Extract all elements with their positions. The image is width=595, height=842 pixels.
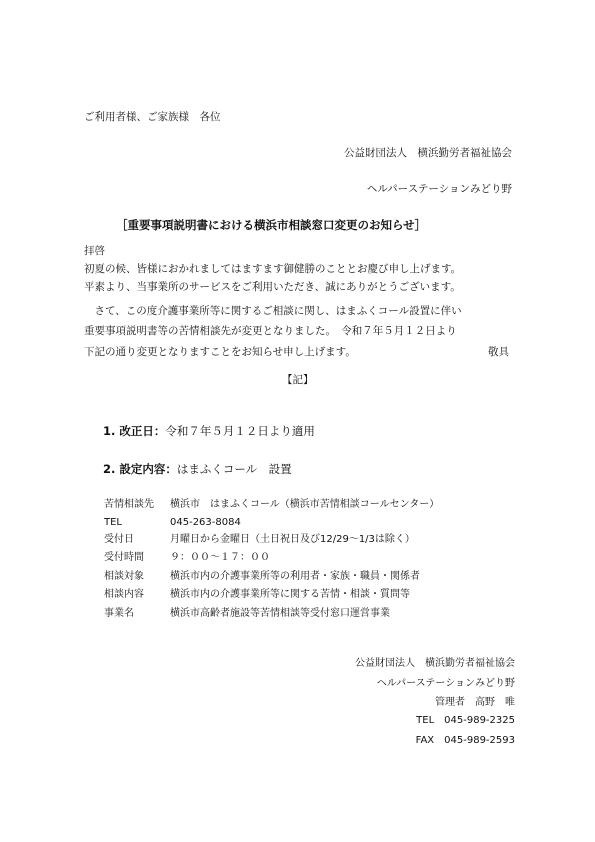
detail-desc: 横浜市内の介護事業所等に関する苦情・相談・質問等 — [170, 589, 410, 600]
item-value: はまふくコール 設置 — [176, 462, 292, 476]
item-label: 2. 設定内容： — [103, 462, 177, 476]
detail-desc: 横浜市高齢者施設等苦情相談等受付窓口運営事業 — [170, 608, 390, 619]
detail-term: 相談対象 — [104, 571, 144, 582]
footer-station: ヘルパーステーションみどり野 — [376, 678, 515, 689]
salutation: 拝啓 — [84, 245, 105, 257]
detail-desc: 横浜市内の介護事業所等の利用者・家族・職員・関係者 — [170, 571, 420, 582]
addressee: ご利用者様、ご家族様 各位 — [84, 111, 221, 123]
detail-term: 受付時間 — [104, 552, 144, 563]
detail-row — [104, 535, 415, 545]
detail-row — [104, 500, 439, 510]
detail-term: TEL — [104, 517, 122, 528]
item-value: 令和７年５月１２日より適用 — [165, 424, 315, 438]
detail-desc: 月曜日から金曜日（土日祝日及び12/29～1/3は除く） — [170, 534, 415, 545]
sender-org: 公益財団法人 横浜勤労者福祉協会 — [344, 147, 512, 159]
detail-term: 苦情相談先 — [104, 499, 154, 510]
detail-desc: ９：００～１７：００ — [170, 552, 270, 563]
detail-desc: 横浜市 はまふくコール（横浜市苦情相談コールセンター） — [170, 499, 440, 510]
footer-fax: FAX 045-989-2593 — [415, 735, 515, 746]
footer-org: 公益財団法人 横浜勤労者福祉協会 — [355, 658, 515, 669]
detail-term: 受付日 — [104, 534, 134, 545]
detail-term: 事業名 — [104, 608, 134, 619]
detail-term: 相談内容 — [104, 589, 144, 600]
notice-title: ［重要事項説明書における横浜市相談窓口変更のお知らせ］ — [116, 218, 427, 232]
footer-tel: TEL 045-989-2325 — [416, 715, 515, 726]
body-line: さて、この度介護事業所等に関するご相談に関し、はまふくコール設置に伴い — [84, 305, 462, 317]
detail-desc: 045-263-8084 — [170, 517, 241, 528]
ki-heading: 【記】 — [282, 374, 314, 386]
detail-row — [104, 518, 241, 528]
detail-row — [104, 590, 410, 600]
closing: 敬具 — [488, 346, 509, 358]
item-label: 1. 改正日： — [103, 424, 166, 438]
body-line: 重要事項説明書等の苦情相談先が変更となりました。 令和７年５月１２日より — [84, 325, 457, 337]
item-revision-date — [103, 426, 315, 438]
detail-row — [104, 572, 420, 582]
greeting-line: 初夏の候、皆様におかれましてはますます御健勝のこととお慶び申し上げます。 — [84, 263, 462, 275]
greeting-line: 平素より、当事業所のサービスをご利用いただき、誠にありがとうございます。 — [84, 281, 461, 293]
body-line: 下記の通り変更となりますことをお知らせ申し上げます。 — [84, 346, 356, 358]
sender-station: ヘルパーステーションみどり野 — [366, 183, 512, 195]
footer-manager: 管理者 高野 唯 — [435, 697, 515, 708]
detail-row — [104, 609, 390, 619]
detail-row — [104, 553, 270, 563]
item-setting — [103, 464, 292, 476]
